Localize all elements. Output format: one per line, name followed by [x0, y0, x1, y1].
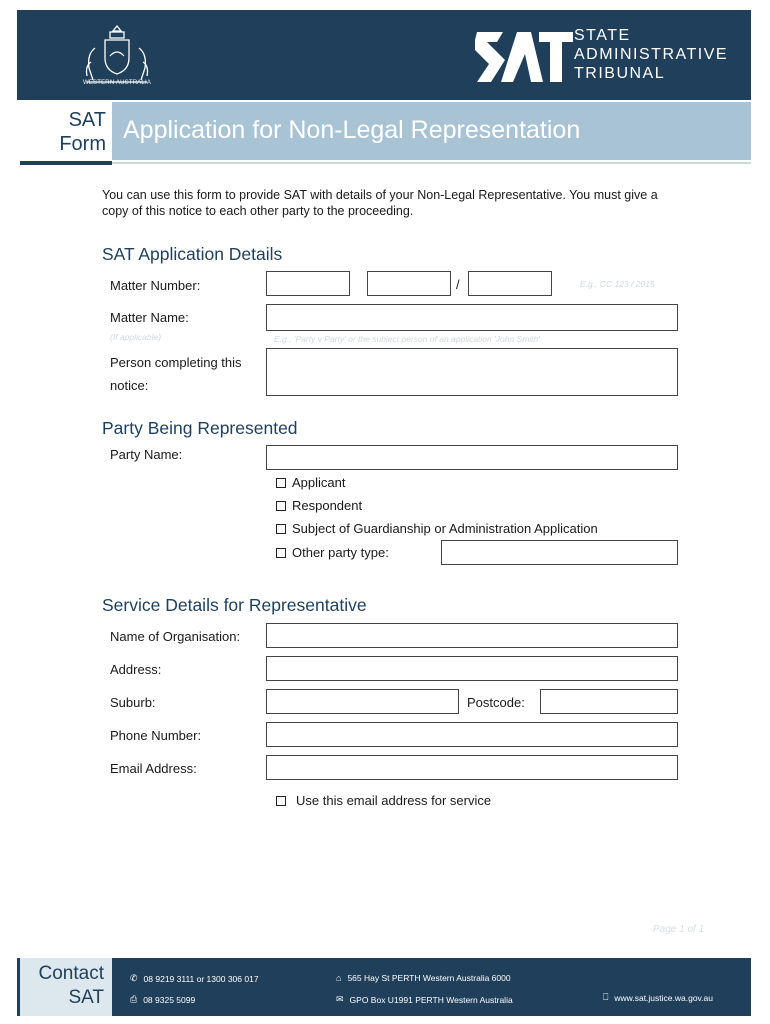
sat-logo-icon [475, 28, 575, 84]
respondent-checkbox[interactable] [276, 501, 286, 511]
party-name-label: Party Name: [110, 447, 183, 462]
page-number: Page 1 of 1 [653, 924, 705, 935]
matter-number-label: Matter Number: [110, 278, 201, 293]
organisation-field[interactable] [266, 623, 678, 648]
person-completing-label-1: Person completing this [110, 355, 242, 370]
computer-icon: ⎕ [603, 992, 609, 1002]
header-banner [17, 10, 751, 100]
option-subject[interactable]: Subject of Guardianship or Administration Application [276, 521, 598, 536]
intro-text: You can use this form to provide SAT with details of your Non-Legal Representative. You must give a copy of this notice to each other party to the proceeding. [102, 188, 658, 218]
application-details-heading: SAT Application Details [102, 244, 283, 264]
footer-web[interactable]: ⎕ www.sat.justice.wa.gov.au [603, 992, 713, 1003]
address-label: Address: [110, 662, 162, 677]
home-icon: ⌂ [336, 973, 342, 983]
phone-label: Phone Number: [110, 728, 202, 743]
phone-icon: ✆ [130, 973, 138, 983]
phone-field[interactable] [266, 722, 678, 747]
suburb-field[interactable] [266, 689, 459, 714]
matter-number-field-1[interactable] [266, 271, 350, 296]
address-field[interactable] [266, 656, 678, 681]
footer-fax: ⎙ 08 9325 5099 [130, 994, 196, 1005]
matter-number-field-3[interactable] [468, 271, 552, 296]
matter-name-hint: E.g., 'Party v Party' or the subject person of an application 'John Smith' [274, 334, 540, 344]
party-heading: Party Being Represented [102, 418, 298, 438]
sat-form-tag: SAT Form [59, 109, 106, 155]
footer-street: ⌂ 565 Hay St PERTH Western Australia 6000 [336, 973, 511, 983]
postcode-label: Postcode: [467, 695, 525, 710]
other-party-type-field[interactable] [441, 540, 678, 565]
matter-name-field[interactable] [266, 304, 678, 331]
fax-icon: ⎙ [130, 994, 138, 1004]
person-completing-field[interactable] [266, 348, 678, 396]
organisation-name: STATE ADMINISTRATIVE TRIBUNAL [574, 27, 729, 82]
applicant-checkbox[interactable] [276, 478, 286, 488]
service-heading: Service Details for Representative [102, 595, 367, 615]
option-respondent[interactable]: Respondent [276, 498, 362, 513]
crest-label: WESTERN AUSTRALIA [82, 80, 152, 86]
subject-checkbox[interactable] [276, 524, 286, 534]
footer-phone: ✆ 08 9219 3111 or 1300 306 017 [130, 973, 259, 984]
person-completing-label-2: notice: [110, 378, 149, 393]
other-checkbox[interactable] [276, 548, 286, 558]
mail-icon: ✉ [336, 994, 344, 1004]
contact-heading: Contact SAT [38, 963, 104, 1008]
organisation-label: Name of Organisation: [110, 629, 241, 644]
title-underline [112, 162, 751, 164]
postcode-field[interactable] [540, 689, 678, 714]
matter-name-label: Matter Name: [110, 310, 189, 325]
form-tag-underline [20, 161, 112, 165]
email-label: Email Address: [110, 761, 197, 776]
matter-number-field-2[interactable] [367, 271, 451, 296]
footer-postal: ✉ GPO Box U1991 PERTH Western Australia [336, 994, 513, 1005]
matter-number-separator: / [456, 277, 460, 292]
matter-number-hint: E.g., CC 123 / 2015 [580, 279, 655, 289]
use-email-checkbox[interactable] [276, 796, 286, 806]
matter-name-sublabel: (If applicable) [110, 332, 162, 342]
option-other[interactable]: Other party type: [276, 545, 389, 560]
page-title: Application for Non-Legal Representation [123, 116, 581, 144]
option-use-email[interactable]: Use this email address for service [276, 793, 491, 808]
suburb-label: Suburb: [110, 695, 156, 710]
footer-bar [17, 958, 751, 1016]
party-name-field[interactable] [266, 445, 678, 470]
email-field[interactable] [266, 755, 678, 780]
option-applicant[interactable]: Applicant [276, 475, 345, 490]
